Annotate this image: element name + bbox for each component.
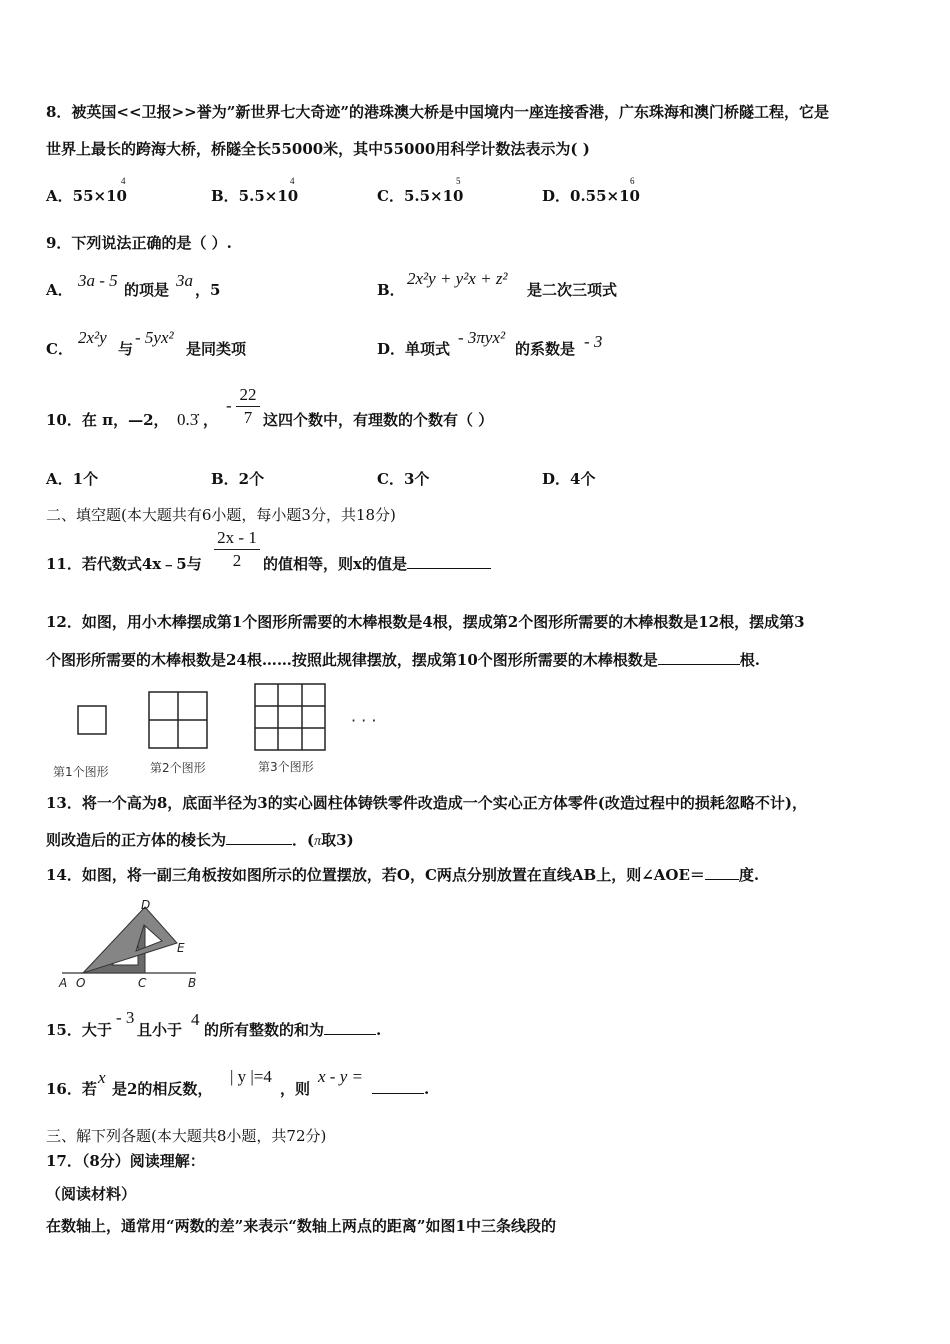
triangle-ruler-2 <box>83 907 177 973</box>
q11-answer-blank[interactable] <box>407 554 491 569</box>
figure-3-grid <box>255 684 325 750</box>
q8-option-b: B．5.5×10 <box>211 187 299 205</box>
figure-3-label: 第3个图形 <box>258 760 314 774</box>
q9-option-c-mid: 与 <box>118 340 134 358</box>
q9-option-d-expr2: - 3 <box>584 332 603 351</box>
q9-stem: 9．下列说法正确的是（ ）. <box>46 234 232 252</box>
q10-denominator: 7 <box>243 408 253 427</box>
q16-c: ，则 <box>280 1080 311 1098</box>
q10-fraction-bar <box>236 406 260 407</box>
q10-option-a: A．1个 <box>46 470 99 488</box>
q10-option-d: D．4个 <box>542 470 596 488</box>
q8-line1: 8．被英国<<卫报>>誉为”新世界七大奇迹”的港珠澳大桥是中国境内一座连接香港，广东珠海和澳门桥隧工程，它是 <box>46 103 829 121</box>
q16-answer: . <box>372 1079 429 1099</box>
q10-suffix: 这四个数中，有理数的个数有（ ） <box>263 411 494 429</box>
figure-1-grid <box>78 706 106 734</box>
q9-option-b-expr: 2x²y + y²x + z² <box>407 269 508 288</box>
q11-fraction-bar <box>214 549 260 550</box>
q8-option-b-exp: 4 <box>290 176 295 186</box>
q15-v2: 4 <box>191 1010 200 1029</box>
q9-option-d-expr: - 3πyx² <box>458 328 506 347</box>
q9-option-d-label: D．单项式 <box>377 340 451 358</box>
q11-prefix: 11．若代数式4x﹣5与 <box>46 555 202 573</box>
q11-denominator: 2 <box>232 551 242 570</box>
q14-text: 14．如图，将一副三角板按如图所示的位置摆放，若O，C两点分别放置在直线AB上，则∠AOE＝ 度. <box>46 866 760 884</box>
q16-x: x <box>98 1068 106 1087</box>
label-d: D <box>141 898 151 912</box>
q8-option-a: A．55×10 <box>46 187 127 205</box>
q11-fraction <box>214 528 260 571</box>
q10-fraction <box>236 385 260 428</box>
q8-option-c: C．5.5×10 <box>377 187 464 205</box>
q10-numerator: 22 <box>239 385 257 404</box>
q11-numerator: 2x - 1 <box>217 528 257 547</box>
q15-a: 15．大于 <box>46 1021 112 1039</box>
q10-option-c: C．3个 <box>377 470 430 488</box>
q13-line2: 则改造后的正方体的棱长为 ．(π取3) <box>46 831 354 849</box>
figure-2-label: 第2个图形 <box>150 761 206 775</box>
q10-repeating-decimal: 0.3̇ <box>177 410 199 429</box>
q9-option-a-mid: 的项是 <box>124 281 170 299</box>
q16-expr: x - y = <box>318 1067 363 1086</box>
q14-answer-blank[interactable] <box>705 865 739 880</box>
label-e: E <box>177 941 185 955</box>
q9-option-b-label: B． <box>377 281 405 299</box>
q17-title: 17．（8分）阅读理解： <box>46 1152 205 1170</box>
q13-line1: 13．将一个高为8，底面半径为3的实心圆柱体铸铁零件改造成一个实心正方体零件(改造过程中的损耗忽略不计)， <box>46 794 807 812</box>
q16-a: 16．若 <box>46 1080 97 1098</box>
q12-figure <box>46 678 406 780</box>
q10-option-b: B．2个 <box>211 470 265 488</box>
q9-option-c-expr: 2x²y <box>78 328 107 347</box>
figure-1-label: 第1个图形 <box>53 765 109 779</box>
q9-option-a-expr2: 3a <box>176 271 193 290</box>
q15-c: 的所有整数的和为 . <box>204 1021 382 1039</box>
q15-answer-blank[interactable] <box>324 1020 376 1035</box>
q9-option-a-end: ，5 <box>195 281 221 299</box>
q11-suffix: 的值相等，则x的值是 <box>263 554 491 574</box>
q8-option-c-exp: 5 <box>456 176 461 186</box>
q9-option-c-label: C． <box>46 340 73 358</box>
q12-ellipsis: · · · <box>351 711 377 730</box>
q16-abs: | y |=4 <box>230 1067 272 1086</box>
q9-option-b-end: 是二次三项式 <box>527 281 618 299</box>
q14-triangle-figure <box>56 895 206 991</box>
q15-v1: - 3 <box>116 1008 135 1027</box>
q13-pi: π <box>314 834 322 849</box>
section-2-heading: 二、填空题(本大题共有6小题，每小题3分，共18分) <box>46 506 396 524</box>
q10-comma: ， <box>203 411 219 429</box>
q12-line2: 个图形所需要的木棒根数是24根……按照此规律摆放，摆成第10个图形所需要的木棒根数是 根. <box>46 651 760 669</box>
label-b: B <box>188 976 197 990</box>
label-a: A <box>59 976 68 990</box>
q8-line2: 世界上最长的跨海大桥，桥隧全长55000米，其中55000用科学计数法表示为( ) <box>46 140 590 158</box>
q15-b: 且小于 <box>137 1021 183 1039</box>
q8-option-a-exp: 4 <box>121 176 126 186</box>
label-c: C <box>138 976 147 990</box>
q16-b: 是2的相反数， <box>112 1080 213 1098</box>
q10-prefix: 10．在 π，—2， <box>46 411 169 429</box>
figure-2-grid <box>149 692 207 748</box>
q8-option-d: D．0.55×10 <box>542 187 640 205</box>
q17-text: 在数轴上，通常用“两数的差”来表示“数轴上两点的距离”如图1中三条线段的 <box>46 1217 556 1235</box>
q9-option-a-expr: 3a - 5 <box>78 271 118 290</box>
q9-option-c-end: 是同类项 <box>186 340 247 358</box>
q8-option-d-exp: 6 <box>630 176 635 186</box>
label-o: O <box>76 976 86 990</box>
q10-negative-sign: - <box>226 396 232 415</box>
section-3-heading: 三、解下列各题(本大题共8小题，共72分) <box>46 1127 327 1145</box>
q9-option-c-expr2: - 5yx² <box>135 328 174 347</box>
q12-line1: 12．如图，用小木棒摆成第1个图形所需要的木棒根数是4根，摆成第2个图形所需要的木棒根数是12根，摆成第3 <box>46 613 805 631</box>
q13-answer-blank[interactable] <box>226 830 292 845</box>
q17-material-heading: （阅读材料） <box>46 1185 137 1203</box>
q9-option-a-label: A． <box>46 281 73 299</box>
q9-option-d-mid: 的系数是 <box>515 340 576 358</box>
q16-answer-blank[interactable] <box>372 1079 424 1094</box>
q12-answer-blank[interactable] <box>658 650 740 665</box>
